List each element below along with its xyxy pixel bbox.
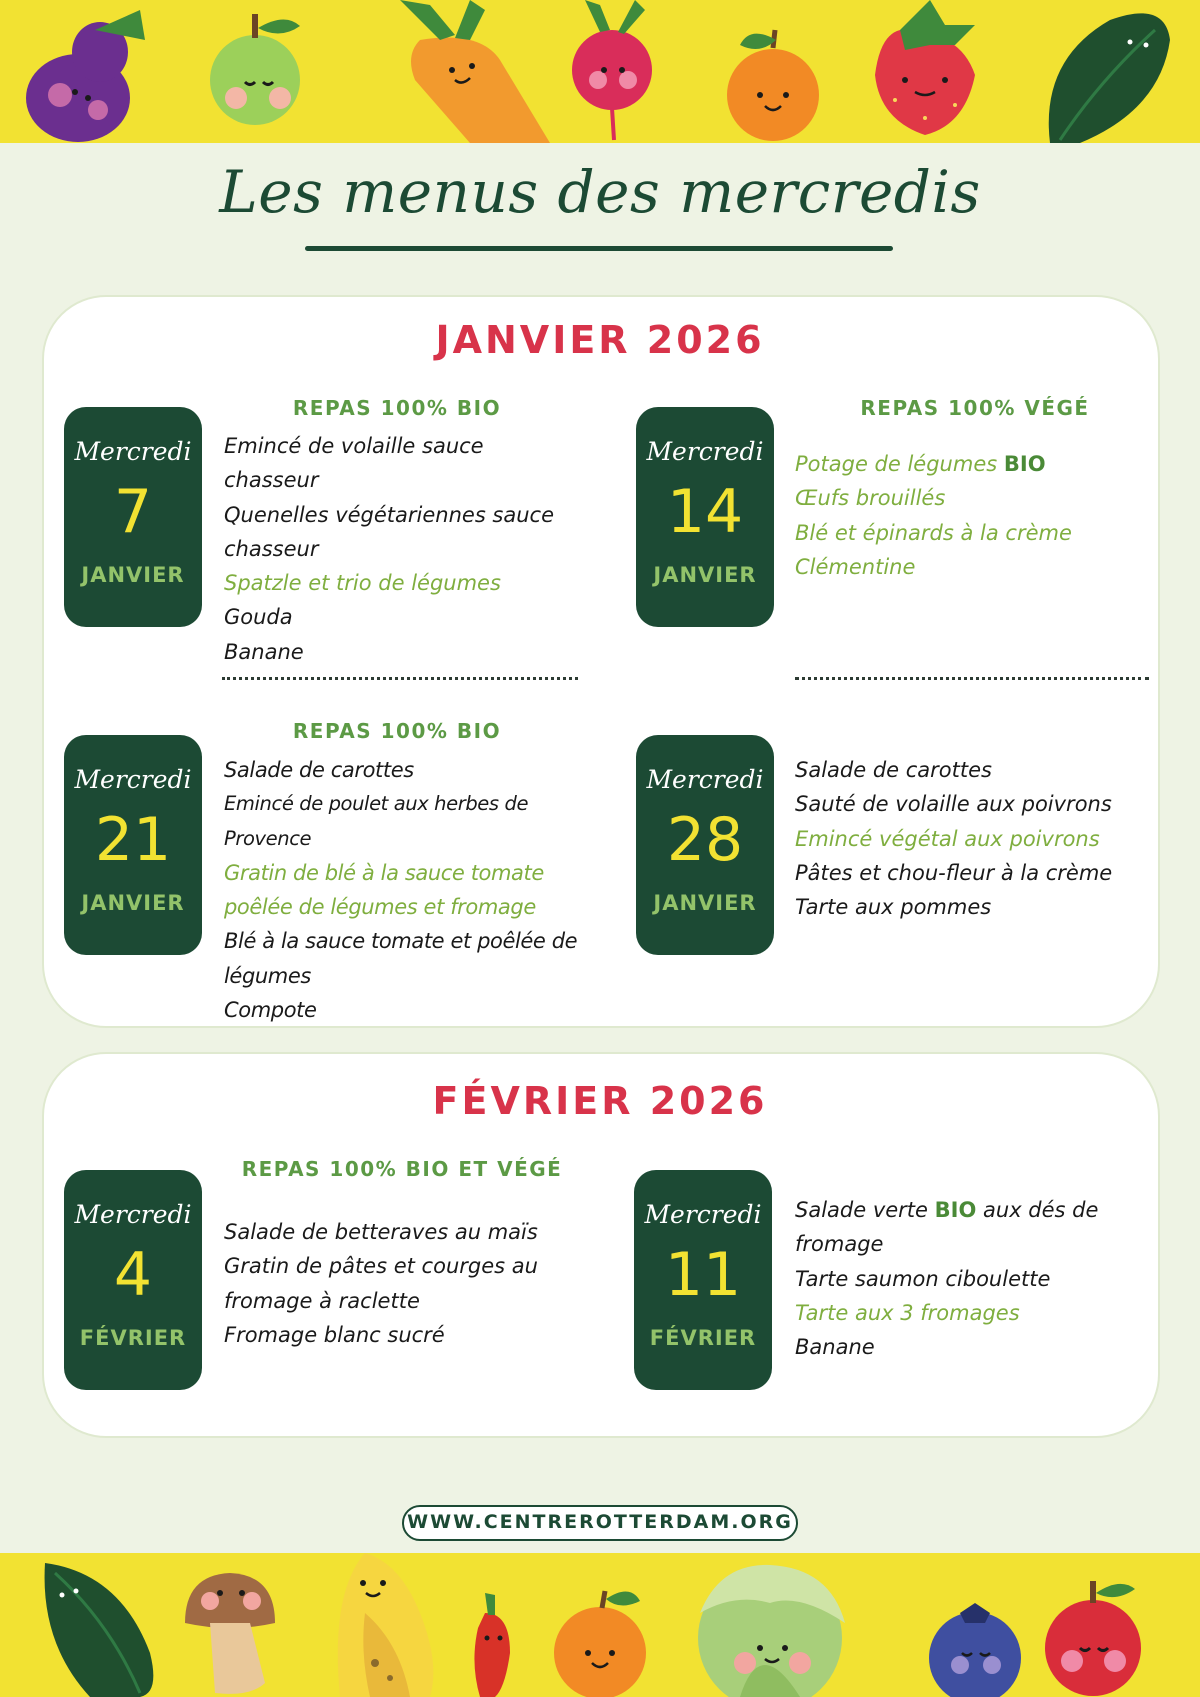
menu-item-vegetarian: Spatzle et trio de légumes xyxy=(224,571,501,596)
menu-item: Salade de carottes xyxy=(795,758,992,782)
day-number: 4 xyxy=(113,1240,153,1310)
day-badge-feb-4 xyxy=(64,1170,202,1390)
menu-item: légumes xyxy=(224,963,311,988)
bio-label: BIO xyxy=(1003,452,1046,476)
radish-icon xyxy=(572,0,652,140)
menu-item: Gouda xyxy=(224,605,293,630)
top-illustration-band xyxy=(0,0,1200,143)
menu-item: chasseur xyxy=(224,536,319,561)
menu-item: Tarte saumon ciboulette xyxy=(795,1266,1051,1291)
spinach-leaf-icon xyxy=(45,1563,154,1697)
menu-item: Banane xyxy=(224,639,304,664)
weekday-label: Mercredi xyxy=(74,765,192,794)
menu-item-vegetarian: Tarte aux 3 fromages xyxy=(795,1300,1020,1325)
menu-item: Blé à la sauce tomate et poêlée de xyxy=(224,929,578,954)
bottom-illustration-band xyxy=(0,1553,1200,1697)
orange-icon xyxy=(727,30,819,141)
day-badge-feb-11 xyxy=(634,1170,772,1390)
dotted-separator xyxy=(222,677,578,680)
orange-icon xyxy=(554,1591,646,1697)
menu-item: Quenelles végétariennes sauce xyxy=(224,502,555,527)
carrot-icon xyxy=(400,0,550,143)
banana-icon xyxy=(338,1553,434,1697)
month-label: FÉVRIER xyxy=(649,1326,757,1350)
chili-pepper-icon xyxy=(474,1593,510,1697)
side-margin-note xyxy=(1164,640,1186,1540)
spinach-leaf-icon xyxy=(1049,13,1170,143)
day-number: 7 xyxy=(113,477,153,547)
meal-tag-feb-4: REPAS 100% BIO ET VÉGÉ xyxy=(241,1157,563,1181)
month-label: JANVIER xyxy=(653,891,757,915)
website-link[interactable]: WWW.CENTREROTTERDAM.ORG xyxy=(402,1505,798,1541)
meal-tag-jan-7: REPAS 100% BIO xyxy=(292,396,502,420)
month-label: FÉVRIER xyxy=(79,1326,187,1350)
cabbage-icon xyxy=(698,1565,845,1697)
day-badge-jan-7 xyxy=(64,407,202,627)
menu-list-feb-4 xyxy=(224,1215,584,1352)
month-label: JANVIER xyxy=(653,563,757,587)
menu-list-jan-28 xyxy=(795,753,1155,924)
mushroom-icon xyxy=(185,1573,275,1694)
menu-item-text: Potage de légumes xyxy=(795,452,998,476)
menu-list-feb-11 xyxy=(795,1193,1165,1364)
menu-list-jan-7 xyxy=(224,429,584,669)
menu-item xyxy=(795,1193,1165,1227)
month-label: JANVIER xyxy=(81,563,185,587)
day-number: 11 xyxy=(664,1240,742,1310)
weekday-label: Mercredi xyxy=(646,765,764,794)
menu-item: Fromage blanc sucré xyxy=(224,1322,445,1347)
menu-item: Salade de betteraves au maïs xyxy=(224,1220,538,1244)
day-number: 28 xyxy=(666,805,744,875)
menu-item: Pâtes et chou-fleur à la crème xyxy=(795,860,1113,885)
menu-item: Emincé de volaille sauce chasseur xyxy=(224,434,484,493)
weekday-label: Mercredi xyxy=(646,437,764,466)
month-heading-january: JANVIER 2026 xyxy=(435,318,765,362)
day-badge-jan-28 xyxy=(636,735,774,955)
menu-item: fromage xyxy=(795,1232,884,1257)
meal-tag-jan-21: REPAS 100% BIO xyxy=(292,719,502,743)
menu-item-vegetarian: poêlée de légumes et fromage xyxy=(224,895,536,920)
menu-item: Compote xyxy=(224,998,317,1023)
menu-item-vegetarian: Emincé végétal aux poivrons xyxy=(795,826,1100,851)
menu-item: fromage à raclette xyxy=(224,1288,420,1313)
menu-item-vegetarian: Gratin de blé à la sauce tomate xyxy=(224,860,544,885)
menu-item-text: Salade verte xyxy=(795,1198,928,1222)
menu-item: Gratin de pâtes et courges au xyxy=(224,1254,538,1279)
bio-label: BIO xyxy=(934,1198,977,1222)
menu-item: Sauté de volaille aux poivrons xyxy=(795,792,1112,817)
apple-icon xyxy=(1045,1581,1141,1696)
blueberry-icon xyxy=(929,1603,1021,1697)
weekday-label: Mercredi xyxy=(74,437,192,466)
day-badge-jan-21 xyxy=(64,735,202,955)
day-number: 21 xyxy=(94,805,172,875)
title-underline xyxy=(305,246,893,251)
menu-item-vegetarian: Blé et épinards à la crème xyxy=(795,520,1072,545)
month-label: JANVIER xyxy=(81,891,185,915)
weekday-label: Mercredi xyxy=(644,1200,762,1229)
menu-item-vegetarian: Œufs brouillés xyxy=(795,486,946,511)
menu-item: Salade de carottes xyxy=(224,758,414,782)
menu-item-vegetarian: Clémentine xyxy=(795,554,916,579)
menu-item-vegetarian xyxy=(795,447,1155,481)
menu-item: Banane xyxy=(795,1335,875,1360)
strawberry-icon xyxy=(875,0,975,135)
month-heading-february: FÉVRIER 2026 xyxy=(432,1079,768,1123)
menu-item: Tarte aux pommes xyxy=(795,895,992,920)
day-number: 14 xyxy=(666,477,744,547)
menu-list-jan-21 xyxy=(224,753,584,1027)
dotted-separator xyxy=(795,677,1149,680)
weekday-label: Mercredi xyxy=(74,1200,192,1229)
apple-icon xyxy=(210,14,300,125)
meal-tag-jan-14: REPAS 100% VÉGÉ xyxy=(860,396,1090,420)
day-badge-jan-14 xyxy=(636,407,774,627)
menu-item: Emincé de poulet aux herbes de Provence xyxy=(224,792,529,850)
eggplant-icon xyxy=(26,10,145,142)
menu-list-jan-14 xyxy=(795,447,1155,584)
page-title: Les menus des mercredis xyxy=(219,158,981,226)
menu-item-text: aux dés de xyxy=(983,1198,1099,1222)
